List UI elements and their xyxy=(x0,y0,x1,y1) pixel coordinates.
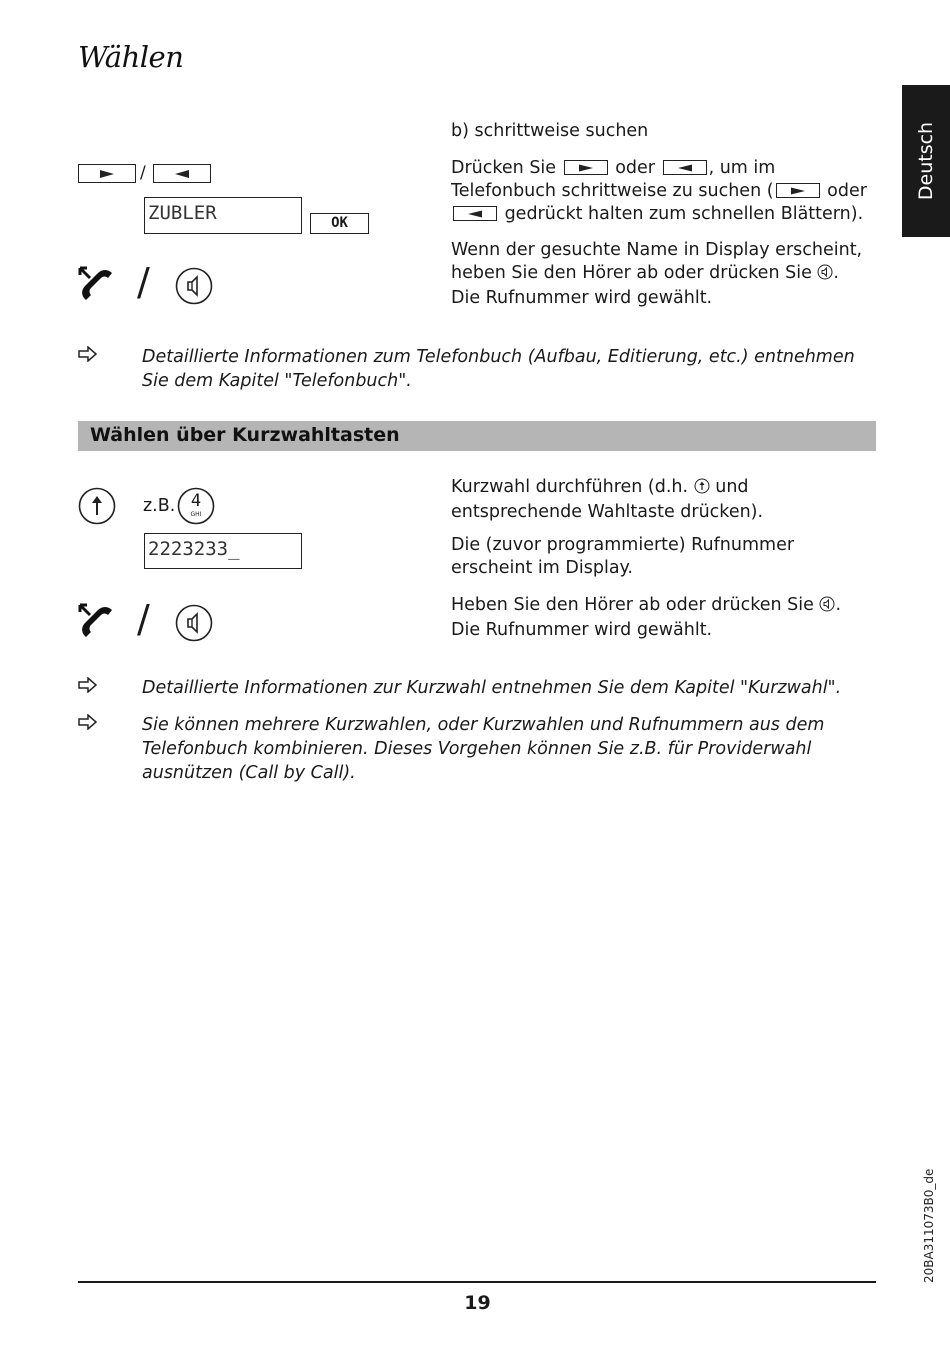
speaker-icon xyxy=(175,267,213,309)
ok-button: OK xyxy=(310,213,369,234)
document-code: 20BA311073B0_de xyxy=(922,1168,936,1283)
up-arrow-key-icon xyxy=(78,487,116,529)
handset-lift-icon xyxy=(78,603,114,643)
lcd-display: 2223233_ xyxy=(144,533,302,569)
number-appears-paragraph: Die (zuvor programmierte) Rufnummer erscheint im Display. xyxy=(451,535,795,578)
example-label: z.B. xyxy=(143,496,176,516)
para-text: Die Rufnummer wird gewählt. xyxy=(451,288,713,308)
speed-dial-paragraph xyxy=(451,476,879,524)
call-separator: / xyxy=(137,597,150,641)
lift-handset-paragraph xyxy=(451,594,879,642)
found-name-paragraph xyxy=(451,239,879,310)
note-arrow-icon xyxy=(78,346,98,366)
digit-key-4 xyxy=(177,487,215,525)
language-tab-label: Deutsch xyxy=(915,121,937,201)
left-arrow-key-icon xyxy=(153,164,211,183)
footer-divider xyxy=(78,1281,876,1283)
digit-key-letters: GHI xyxy=(190,511,202,518)
section-heading: Wählen über Kurzwahltasten xyxy=(90,424,400,446)
speaker-icon xyxy=(175,604,213,646)
para-text: Drücken Sie xyxy=(451,158,557,178)
para-text: und entsprechende Wahltaste drücken). xyxy=(451,477,764,522)
search-step-paragraph xyxy=(451,157,879,226)
handset-lift-icon xyxy=(78,266,114,306)
combine-note: Sie können mehrere Kurzwahlen, oder Kurzwahlen und Rufnummern aus dem Telefonbuch kombinieren. Dieses Vorgehen können Sie z.B. für Providerwahl ausnützen (Call by Call). xyxy=(142,715,825,783)
speaker-icon xyxy=(819,596,835,619)
right-arrow-key-icon xyxy=(564,160,608,175)
para-text: oder xyxy=(827,181,867,201)
para-text: oder xyxy=(615,158,655,178)
right-arrow-key-icon xyxy=(776,183,820,198)
para-text: . xyxy=(833,263,839,283)
right-arrow-key-icon xyxy=(78,164,136,183)
phonebook-note: Detaillierte Informationen zum Telefonbuch (Aufbau, Editierung, etc.) entnehmen Sie dem Kapitel "Telefonbuch". xyxy=(142,347,855,391)
para-text: , um im Telefonbuch schrittweise zu suchen ( xyxy=(451,158,776,201)
digit-key-number: 4 xyxy=(190,491,202,511)
section-heading-bar xyxy=(78,421,876,451)
key-separator: / xyxy=(140,163,146,183)
speaker-icon xyxy=(817,264,833,287)
para-text: gedrückt halten zum schnellen Blättern). xyxy=(504,204,864,224)
note-arrow-icon xyxy=(78,714,98,734)
left-arrow-key-icon xyxy=(453,206,497,221)
search-step-heading: b) schrittweise suchen xyxy=(451,121,649,141)
page-title: Wählen xyxy=(78,40,184,74)
up-arrow-key-icon xyxy=(694,478,710,501)
para-text: Die Rufnummer wird gewählt. xyxy=(451,620,713,640)
page-number: 19 xyxy=(464,1292,491,1314)
para-text: . xyxy=(835,595,842,615)
left-arrow-key-icon xyxy=(663,160,707,175)
call-separator: / xyxy=(137,260,150,304)
note-arrow-icon xyxy=(78,677,98,697)
language-tab xyxy=(902,85,950,237)
speed-dial-note: Detaillierte Informationen zur Kurzwahl entnehmen Sie dem Kapitel "Kurzwahl". xyxy=(142,678,842,698)
para-text: Wenn der gesuchte Name in Display erscheint, heben Sie den Hörer ab oder drücken Sie xyxy=(451,240,863,283)
para-text: Kurzwahl durchführen (d.h. xyxy=(451,477,689,497)
para-text: Heben Sie den Hörer ab oder drücken Sie xyxy=(451,595,814,615)
lcd-display: ZUBLER xyxy=(144,197,302,234)
